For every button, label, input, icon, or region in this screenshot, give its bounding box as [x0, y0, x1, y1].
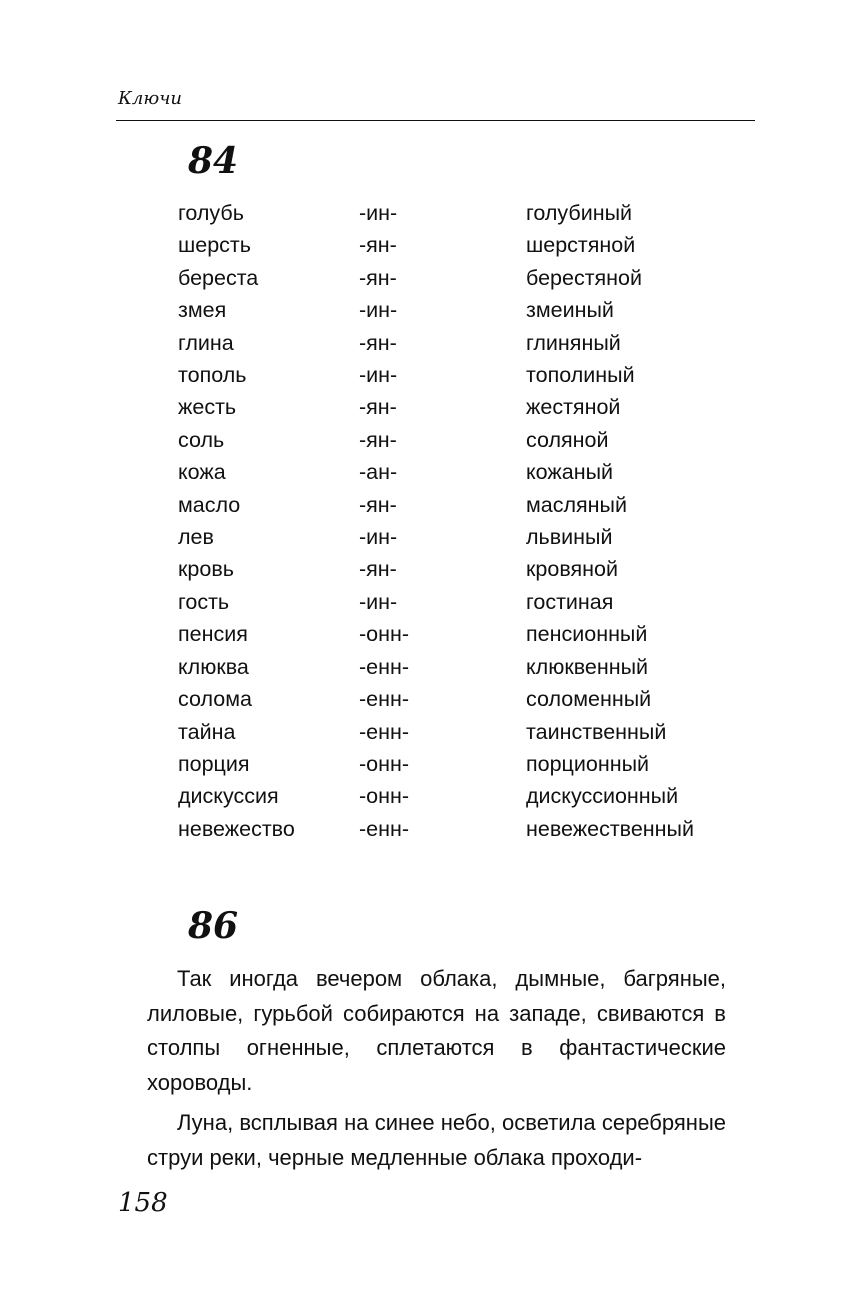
derived-adjective: невежественный — [526, 816, 695, 841]
base-word: береста — [178, 265, 259, 290]
table-row — [178, 424, 694, 456]
suffix: -ин- — [359, 525, 398, 550]
table-row — [178, 521, 694, 553]
suffix: -ин- — [359, 589, 398, 614]
derived-adjective: масляный — [526, 492, 628, 517]
base-word: пенсия — [178, 622, 248, 647]
suffix: -онн- — [359, 751, 410, 776]
derived-adjective: соломенный — [526, 687, 652, 712]
base-word: масло — [178, 492, 241, 517]
base-word: дискуссия — [178, 784, 279, 809]
base-word: глина — [178, 330, 234, 355]
suffix: -онн- — [359, 622, 410, 647]
page-number: 158 — [118, 1188, 168, 1218]
base-word: гость — [178, 589, 230, 614]
table-row — [178, 651, 694, 683]
base-word: кровь — [178, 557, 234, 582]
suffix: -ян- — [359, 233, 397, 258]
base-word: кожа — [178, 460, 226, 485]
base-word: солома — [178, 687, 252, 712]
suffix: -ян- — [359, 265, 397, 290]
table-row — [178, 262, 694, 294]
suffix: -ян- — [359, 427, 397, 452]
table-row — [178, 197, 694, 229]
word-formation-table — [178, 197, 694, 845]
base-word: клюква — [178, 654, 249, 679]
table-row — [178, 327, 694, 359]
base-word: порция — [178, 751, 250, 776]
table-row — [178, 359, 694, 391]
table-row — [178, 748, 694, 780]
exercise-84-number: 84 — [188, 140, 239, 182]
suffix: -енн- — [359, 654, 410, 679]
table-row — [178, 683, 694, 715]
suffix: -ян- — [359, 395, 397, 420]
table-row — [178, 391, 694, 423]
base-word: змея — [178, 298, 227, 323]
table-row — [178, 716, 694, 748]
paragraph: Луна, всплывая на синее небо, осветила серебряные струи реки, черные медленные облака проходи- — [147, 1110, 726, 1170]
suffix: -ин- — [359, 363, 398, 388]
table-row — [178, 294, 694, 326]
suffix: -ян- — [359, 330, 397, 355]
derived-adjective: пенсионный — [526, 622, 648, 647]
derived-adjective: гостиная — [526, 589, 614, 614]
table-row — [178, 780, 694, 812]
suffix: -ан- — [359, 460, 398, 485]
derived-adjective: голубиный — [526, 201, 633, 225]
table-row — [178, 586, 694, 618]
derived-adjective: таинственный — [526, 719, 667, 744]
table-row — [178, 553, 694, 585]
derived-adjective: тополиный — [526, 363, 635, 388]
derived-adjective: клюквенный — [526, 654, 649, 679]
derived-adjective: глиняный — [526, 330, 621, 355]
suffix: -енн- — [359, 816, 410, 841]
suffix: -енн- — [359, 687, 410, 712]
base-word: тополь — [178, 363, 247, 388]
table-row — [178, 229, 694, 261]
table-row — [178, 813, 694, 845]
derived-adjective: берестяной — [526, 265, 643, 290]
base-word: жесть — [178, 395, 237, 420]
paragraph: Так иногда вечером облака, дымные, багряные, лиловые, гурьбой собираются на западе, свиваются в столпы огненные, сплетаются в фантастические хороводы. — [147, 966, 726, 1095]
suffix: -ян- — [359, 492, 397, 517]
table-row — [178, 489, 694, 521]
table-row — [178, 618, 694, 650]
base-word: тайна — [178, 719, 236, 744]
header-divider — [116, 120, 755, 121]
derived-adjective: жестяной — [526, 395, 621, 420]
derived-adjective: кровяной — [526, 557, 618, 582]
base-word: соль — [178, 427, 225, 452]
suffix: -онн- — [359, 784, 410, 809]
suffix: -ин- — [359, 201, 398, 225]
derived-adjective: дискуссионный — [526, 784, 679, 809]
table-row — [178, 456, 694, 488]
derived-adjective: кожаный — [526, 460, 614, 485]
derived-adjective: соляной — [526, 427, 609, 452]
suffix: -ин- — [359, 298, 398, 323]
derived-adjective: шерстяной — [526, 233, 636, 258]
running-head-title: Ключи — [118, 88, 183, 109]
derived-adjective: львиный — [526, 525, 613, 550]
derived-adjective: порционный — [526, 751, 650, 776]
base-word: невежество — [178, 816, 295, 841]
exercise-86-number: 86 — [188, 905, 239, 947]
suffix: -ян- — [359, 557, 397, 582]
base-word: шерсть — [178, 233, 251, 258]
suffix: -енн- — [359, 719, 410, 744]
exercise-86-text — [147, 962, 726, 1181]
base-word: голубь — [178, 201, 244, 225]
derived-adjective: змеиный — [526, 298, 614, 323]
base-word: лев — [178, 525, 214, 550]
